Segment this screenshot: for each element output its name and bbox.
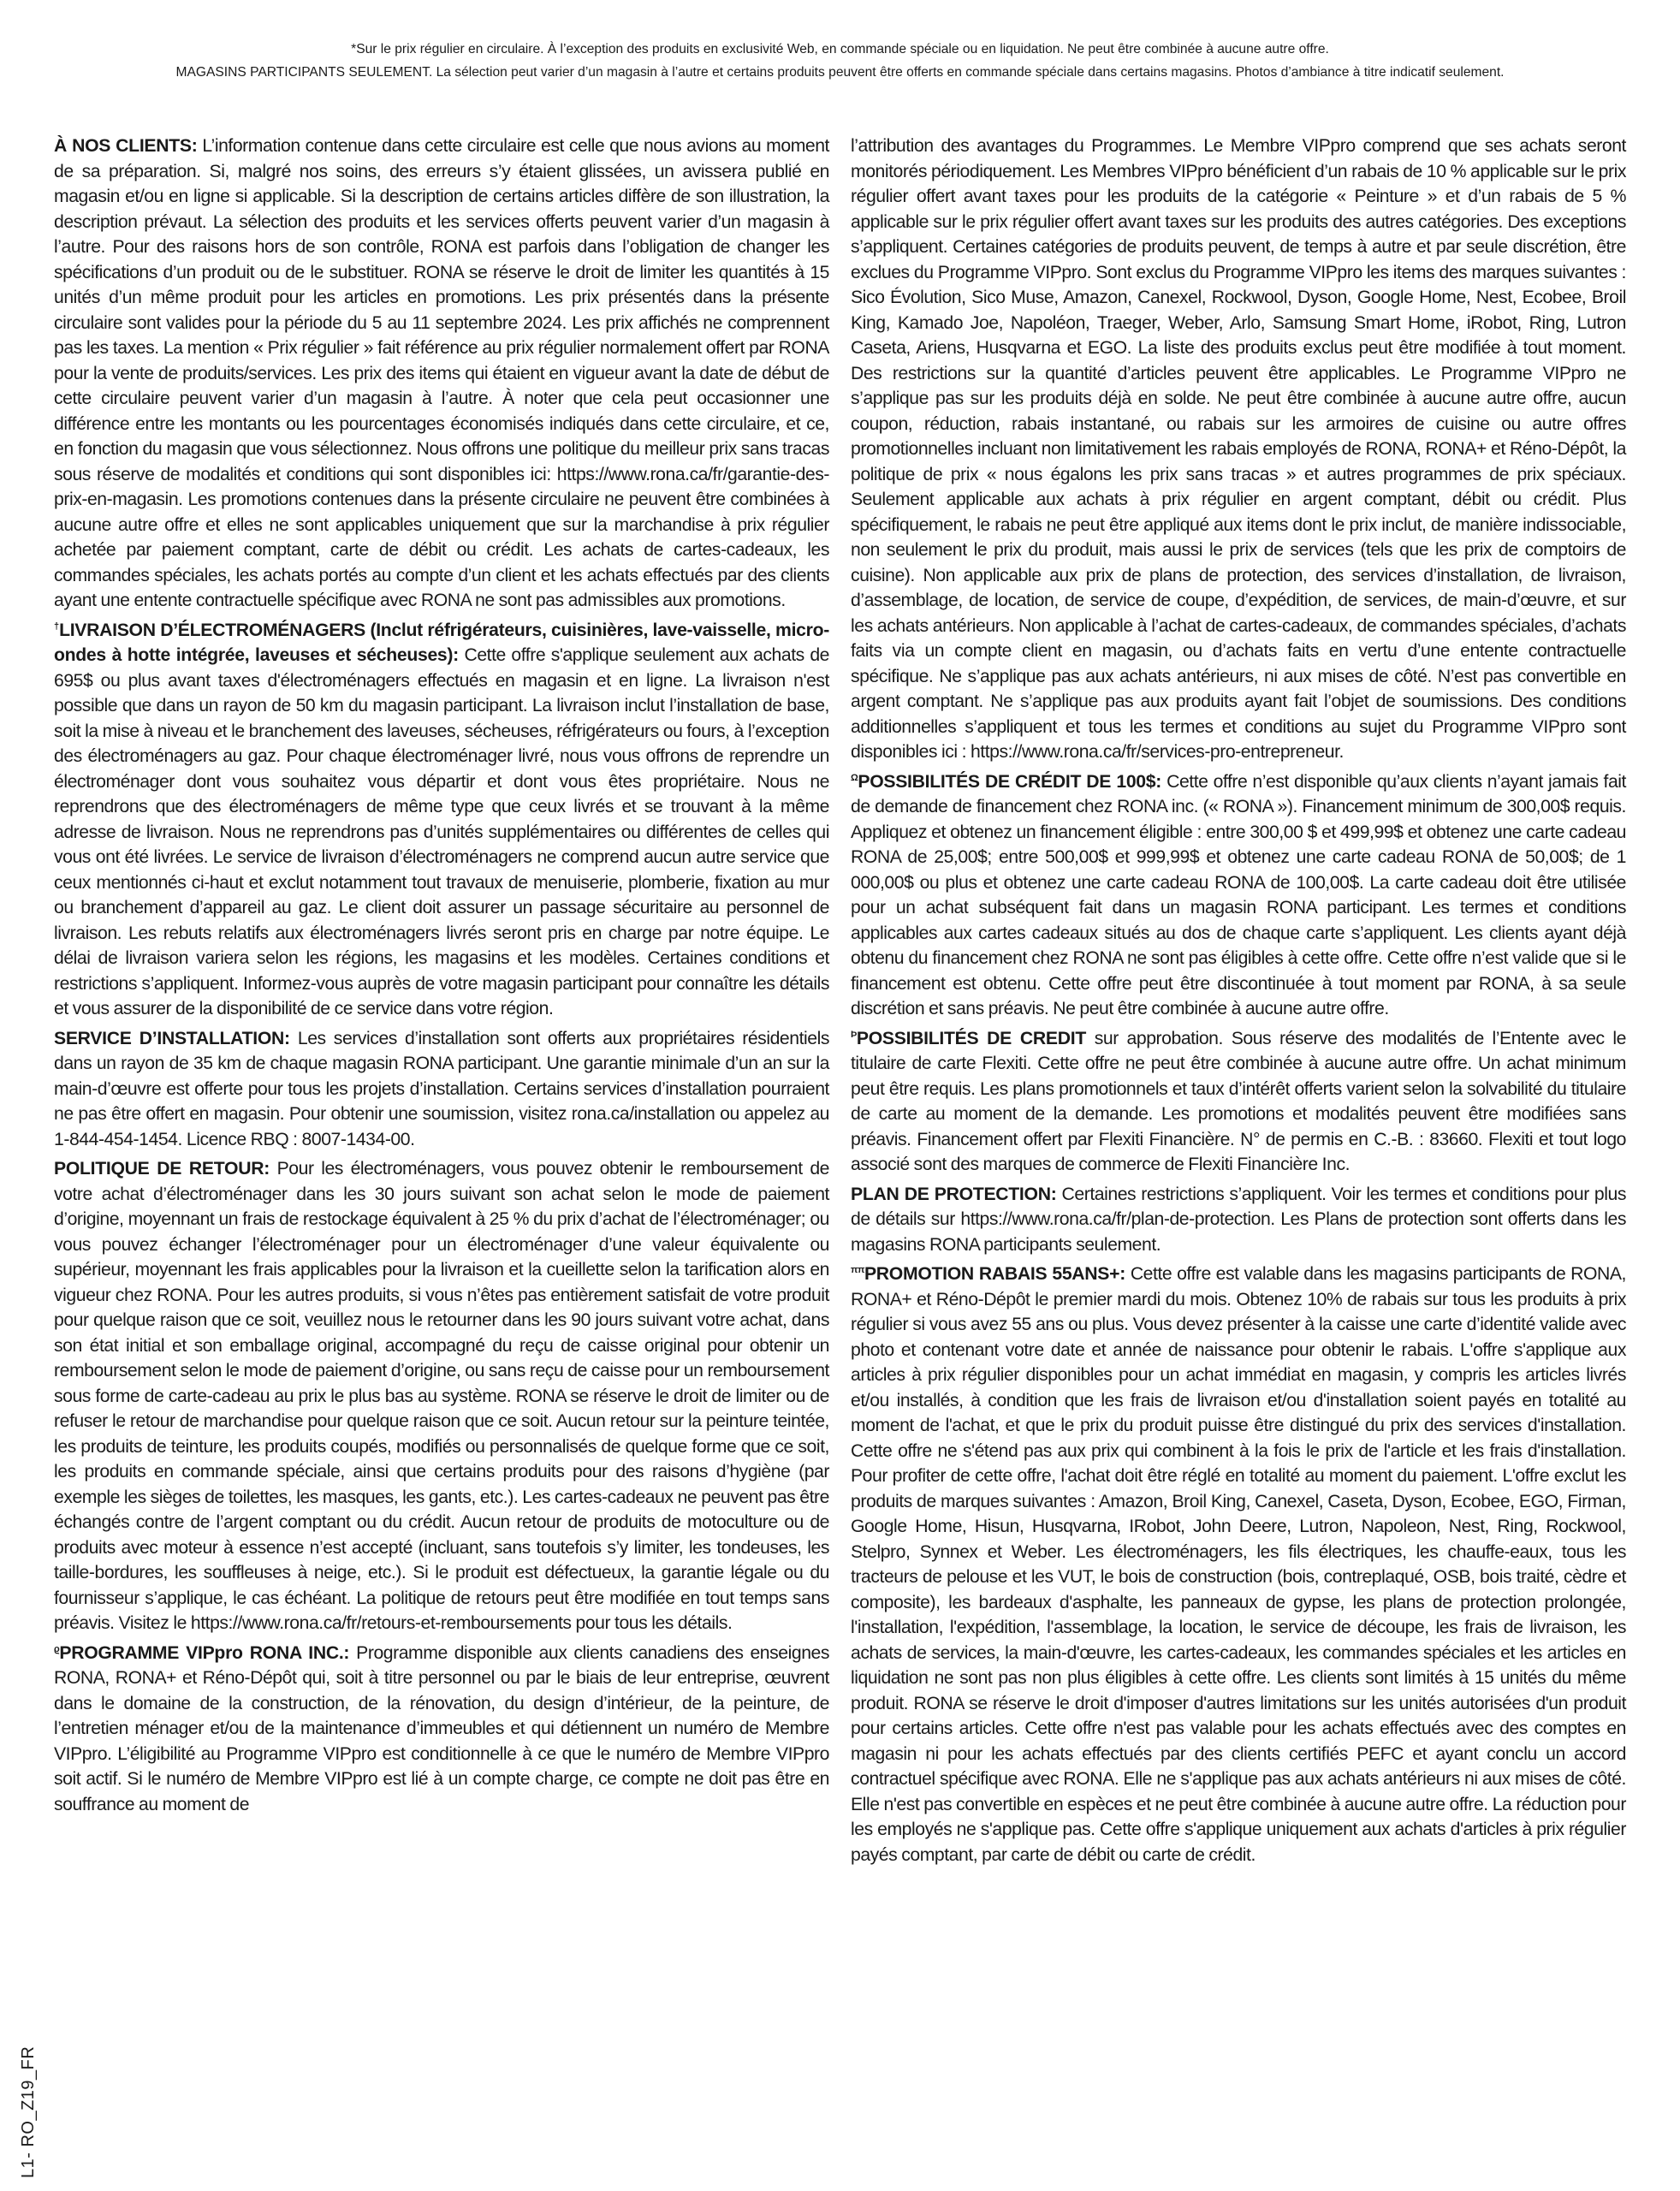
section-body: sur approbation. Sous réserve des modalités de l’Entente avec le titulaire de carte Flexiti. Cette offre ne peut être combinée à aucune autre offre. Un achat minimum peut être requis. Les plans promotionnels et taux d’intérêt offerts varient selon la solvabilité du titulaire de carte au moment de la demande. Les promotions et modalités peuvent être modifiées sans préavis. Financement offert par Flexiti Financière. N° de permis en C.-B. : 83660. Flexiti et tout logo associé sont des marques de commerce de Flexiti Financière Inc.: [851, 1028, 1626, 1174]
section-politique-retour: [54, 1156, 829, 1636]
section-promotion-55ans: [851, 1262, 1626, 1867]
header-line-2: MAGASINS PARTICIPANTS SEULEMENT. La sélection peut varier d’un magasin à l’autre et certains produits peuvent être offerts en commande spéciale dans certains magasins. Photos d’ambiance à titre indicatif seulement.: [175, 65, 1505, 80]
section-symbol: Ω: [851, 772, 858, 783]
section-a-nos-clients: [54, 134, 829, 614]
section-heading: POSSIBILITÉS DE CRÉDIT DE 100$:: [858, 771, 1162, 792]
section-body: Cette offre est valable dans les magasins participants de RONA, RONA+ et Réno-Dépôt le premier mardi du mois. Obtenez 10% de rabais sur tous les produits à prix régulier si vous avez 55 ans ou plus. Vous devez présenter à la caisse une carte d’identité valide avec photo et contenant votre date et année de naissance pour obtenir le rabais. L'offre s'applique aux articles à prix régulier disponibles pour un achat immédiat en magasin, y compris les articles livrés et/ou installés, à condition que les frais de livraison et/ou d'installation soient payés en totalité au moment de l'achat, et que le prix du produit puisse être distingué du prix des services d'installation. Cette offre ne s'étend pas aux prix qui combinent à la fois le prix de l'article et les frais d'installation. Pour profiter de cette offre, l'achat doit être réglé en totalité au moment du paiement. L'offre exclut les produits de marques suivantes : Amazon, Broil King, Canexel, Caseta, Dyson, Ecobee, EGO, Firman, Google Home, Hisun, Husqvarna, IRobot, John Deere, Lutron, Napoleon, Nest, Ring, Rockwool, Stelpro, Synnex et Weber. Les électroménagers, les fils électriques, les chauffe-eaux, tous les tracteurs de pelouse et les VUT, le bois de construction (bois, contreplaqué, OSB, bois traité, cèdre et composite), les bardeaux d'asphalte, les panneaux de gypse, les plans de protection prolongée, l'installation, l'expédition, l'assemblage, la location, le service de découpe, les frais de livraison, les achats de services, la main-d'œuvre, les cartes-cadeaux, les commandes spéciales et les articles en liquidation ne sont pas non plus éligibles à cette offre. Les clients sont limités à 15 unités du même produit. RONA se réserve le droit d'imposer d'autres limitations sur les unités autorisées d'un produit pour certains articles. Cette offre n'est pas valable pour les achats effectués avec des comptes en magasin ni pour les achats effectués par des clients certifiés PEFC et ayant conclu un accord contractuel spécifique avec RONA. Elle ne s'applique pas aux achats antérieurs ni aux mises de côté. Elle n'est pas convertible en espèces et ne peut être combinée à aucune autre offre. La réduction pour les employés ne s'applique pas. Cette offre s'applique uniquement aux achats d'articles à prix régulier payés comptant, par carte de débit ou carte de crédit.: [851, 1264, 1626, 1865]
section-symbol: †: [54, 620, 60, 632]
section-programme-vippro: [54, 1641, 829, 1818]
section-possibilites-credit-flexiti: [851, 1026, 1626, 1178]
section-heading: POLITIQUE DE RETOUR:: [54, 1159, 270, 1179]
section-heading: PLAN DE PROTECTION:: [851, 1184, 1057, 1204]
section-heading: PROGRAMME VIPpro RONA INC.:: [59, 1642, 350, 1663]
section-symbol: Þ: [851, 1029, 857, 1040]
section-body: Certaines restrictions s’appliquent. Voir les termes et conditions pour plus de détails sur https://www.rona.ca/fr/plan-de-protection. Les Plans de protection sont offerts dans les magasins RONA participants seulement.: [851, 1184, 1626, 1255]
header-line-1: *Sur le prix régulier en circulaire. À l’exception des produits en exclusivité Web, en commande spéciale ou en liquidation. Ne peut être combinée à aucune autre offre.: [351, 42, 1329, 56]
section-heading: PROMOTION RABAIS 55ANS+:: [864, 1264, 1125, 1284]
section-body: l’attribution des avantages du Programmes. Le Membre VIPpro comprend que ses achats seront monitorés périodiquement. Les Membres VIPpro bénéficient d’un rabais de 10 % applicable sur le prix régulier offert avant taxes pour les produits de la catégorie « Peinture » et d’un rabais de 5 % applicable sur le prix régulier offert avant taxes sur les produits des autres catégories. Des exceptions s’appliquent. Certaines catégories de produits peuvent, de temps à autre et par seule discrétion, être exclues du Programme VIPpro. Sont exclus du Programme VIPpro les items des marques suivantes : Sico Évolution, Sico Muse, Amazon, Canexel, Rockwool, Dyson, Google Home, Nest, Ecobee, Broil King, Kamado Joe, Napoléon, Traeger, Weber, Arlo, Samsung Smart Home, iRobot, Ring, Lutron Caseta, Ariens, Husqvarna et EGO. La liste des produits exclus peut être modifiée à tout moment. Des restrictions sur la quantité d’articles peuvent être applicables. Le Programme VIPpro ne s’applique pas sur les produits déjà en solde. Ne peut être combinée à aucune autre offre, aucun coupon, réduction, rabais instantané, ou rabais sur les armoires de cuisine ou autre offres promotionnelles incluant non limitativement les rabais employés de RONA, RONA+ et Réno-Dépôt, la politique de prix « nous égalons les prix sans tracas » et autres programmes de prix spéciaux. Seulement applicable aux achats à prix régulier en argent comptant, débit ou crédit. Plus spécifiquement, le rabais ne peut être appliqué aux items dont le prix inclut, de manière indissociable, non seulement le prix du produit, mais aussi le prix de services (tels que les prix de comptoirs de cuisine). Non applicable aux prix de plans de protection, des services d’installation, de livraison, d’assemblage, de location, de service de coupe, d’expédition, de services, de main-d’œuvre, et sur les achats antérieurs. Non applicable à l’achat de cartes-cadeaux, de commandes spéciales, d’achats faits via un compte client en magasin, ou d’achats faits en vertu d’une entente contractuelle spécifique. Ne s’applique pas aux achats antérieurs, ni aux mises de côté. N’est pas convertible en argent comptant. Ne s’applique pas aux produits ayant fait l’objet de soumissions. Des conditions additionnelles s’appliquent et tous les termes et conditions au sujet du Programme VIPpro sont disponibles ici : https://www.rona.ca/fr/services-pro-entrepreneur.: [851, 136, 1626, 762]
section-heading: SERVICE D’INSTALLATION:: [54, 1028, 290, 1048]
section-body: Cette offre n’est disponible qu’aux clients n’ayant jamais fait de demande de financement chez RONA inc. (« RONA »). Financement minimum de 300,00$ requis. Appliquez et obtenez un financement éligible : entre 300,00 $ et 499,99$ et obtenez une carte cadeau RONA de 25,00$; entre 500,00$ et 999,99$ et obtenez une carte cadeau RONA de 50,00$; de 1 000,00$ ou plus et obtenez une carte cadeau RONA de 100,00$. La carte cadeau doit être utilisée pour un achat subséquent fait dans un magasin RONA participant. Les termes et conditions applicables aux cartes cadeaux situés au dos de chaque carte s’appliquent. Les clients ayant déjà obtenu du financement chez RONA ne sont pas éligibles à cette offre. Cette offre n’est valide que si le financement est obtenu. Cette offre peut être discontinuée à tout moment par RONA, à sa seule discrétion et sans préavis. Ne peut être combinée à aucune autre offre.: [851, 771, 1626, 1018]
section-livraison-electromenagers: [54, 618, 829, 1022]
document-code: L1- RO_Z19_FR: [19, 2046, 38, 2178]
section-vippro-continued: [851, 134, 1626, 765]
section-body: L’information contenue dans cette circulaire est celle que nous avions au moment de sa préparation. Si, malgré nos soins, des erreurs s’y étaient glissées, un avissera publié en magasin et/ou en ligne si applicable. Si la description de certains articles diffère de son illustration, la description prévaut. La sélection des produits et les services offerts peuvent varier d’un magasin à l’autre. Pour des raisons hors de son contrôle, RONA est parfois dans l’obligation de changer les spécifications d’un produit ou de le substituer. RONA se réserve le droit de limiter les quantités à 15 unités d’un même produit pour les articles en promotions. Les prix présentés dans la présente circulaire sont valides pour la période du 5 au 11 septembre 2024. Les prix affichés ne comprennent pas les taxes. La mention « Prix régulier » fait référence au prix régulier normalement offert par RONA pour la vente de produits/services. Les prix des items qui étaient en vigueur avant la date de début de cette circulaire peuvent varier d’un magasin à l’autre. À noter que cela peut occasionner une différence entre les montants ou les pourcentages économisés indiqués dans cette circulaire, et ce, en fonction du magasin que vous sélectionnez. Nous offrons une politique du meilleur prix sans tracas sous réserve de modalités et conditions qui sont disponibles ici: https://www.rona.ca/fr/garantie-des-prix-en-magasin. Les promotions contenues dans la présente circulaire ne peuvent être combinées à aucune autre offre et elles ne sont applicables uniquement que sur la marchandise à prix régulier achetée par paiement comptant, carte de débit ou crédit. Les achats de cartes-cadeaux, les commandes spéciales, les achats portés au compte d’un client et les achats effectués par des clients ayant une entente contractuelle spécifique avec RONA ne sont pas admissibles aux promotions.: [54, 136, 829, 610]
section-body: Programme disponible aux clients canadiens des enseignes RONA, RONA+ et Réno-Dépôt qui, soit à titre personnel ou par le biais de leur entreprise, œuvrent dans le domaine de la construction, de la rénovation, du design d’intérieur, de la peinture, de l’entretien ménager et/ou de la maintenance d’immeubles et qui détiennent un numéro de Membre VIPpro. L’éligibilité au Programme VIPpro est conditionnelle à ce que le numéro de Membre VIPpro soit actif. Si le numéro de Membre VIPpro est lié à un compte charge, ce compte ne doit pas être en souffrance au moment de: [54, 1642, 830, 1814]
header-disclaimer: [0, 38, 1680, 84]
right-column: [851, 134, 1626, 1872]
section-body: Les services d’installation sont offerts aux propriétaires résidentiels dans un rayon de 35 km de chaque magasin RONA participant. Une garantie minimale d’un an sur la main-d’œuvre est offerte pour tous les projets d’installation. Certains services d’installation pourraient ne pas être offert en magasin. Pour obtenir une soumission, visitez rona.ca/installation ou appelez au 1-844-454-1454. Licence RBQ : 8007-1434-00.: [54, 1028, 830, 1149]
section-possibilites-credit-100: [851, 769, 1626, 1022]
section-body: Cette offre s'applique seulement aux achats de 695$ ou plus avant taxes d'électroménagers effectués en magasin et en ligne. La livraison n'est possible que dans un rayon de 50 km du magasin participant. La livraison inclut l’installation de base, soit la mise à niveau et le branchement des laveuses, sécheuses, réfrigérateurs ou fours, à l’exception des électroménagers au gaz. Pour chaque électroménager livré, nous vous offrons de reprendre un électroménager dont vous souhaitez vous départir et dont vous êtes propriétaire. Nous ne reprendrons que des électroménagers de même type que ceux livrés et se trouvant à la même adresse de livraison. Nous ne reprendrons pas d’unités supplémentaires ou différentes de celles qui vous ont été livrées. Le service de livraison d’électroménagers ne comprend aucun autre service que ceux mentionnés ci-haut et exclut notamment tout travaux de menuiserie, plomberie, fixation au mur ou branchement d’appareil au gaz. Le client doit assurer un passage sécuritaire au personnel de livraison. Les rebuts relatifs aux électroménagers livrés seront pris en charge par notre équipe. Le délai de livraison variera selon les régions, les magasins et les modèles. Certaines conditions et restrictions s’appliquent. Informez-vous auprès de votre magasin participant pour connaître les détails et vous assurer de la disponibilité de ce service dans votre région.: [54, 645, 829, 1018]
section-plan-protection: [851, 1182, 1626, 1258]
section-symbol: ππ: [851, 1265, 864, 1275]
section-service-installation: [54, 1026, 829, 1153]
section-symbol: ϱ: [54, 1643, 60, 1654]
section-body: Pour les électroménagers, vous pouvez obtenir le remboursement de votre achat d’électroménager dans les 30 jours suivant son achat selon le mode de paiement d’origine, moyennant un frais de restockage équivalent à 25 % du prix d’achat de l’électroménager; ou vous pouvez échanger l’électroménager pour un électroménager d’une valeur équivalente ou supérieur, moyennant les frais applicables pour la livraison et la cueillette selon la tarification alors en vigueur chez RONA. Pour les autres produits, si vous n’êtes pas entièrement satisfait de votre produit pour quelque raison que ce soit, veuillez nous le retourner dans les 90 jours suivant votre achat, dans son état initial et son emballage original, accompagné du reçu de caisse original pour obtenir un remboursement selon le mode de paiement d’origine, ou sans reçu de caisse pour un remboursement sous forme de carte-cadeau au prix le plus bas au système. RONA se réserve le droit de limiter ou de refuser le retour de marchandise pour quelque raison que ce soit. Aucun retour sur la peinture teintée, les produits de teinture, les produits coupés, modifiés ou personnalisés de quelque forme que ce soit, les produits en commande spéciale, ainsi que certains produits pour des raisons d’hygiène (par exemple les sièges de toilettes, les masques, les gants, etc.). Les cartes-cadeaux ne peuvent pas être échangés contre de l’argent comptant ou du crédit. Aucun retour de produits de motoculture ou de produits avec moteur à essence n’est accepté (incluant, sans toutefois s’y limiter, les tondeuses, les taille-bordures, les souffleuses à neige, etc.). Si le produit est défectueux, la garantie légale ou du fournisseur s’applique, le cas échéant. La politique de retours peut être modifiée en tout temps sans préavis. Visitez le https://www.rona.ca/fr/retours-et-remboursements pour tous les détails.: [54, 1159, 829, 1633]
section-heading: LIVRAISON D’ÉLECTROMÉNAGERS (Inclut réfrigérateurs, cuisinières, lave-vaisselle, micro-ondes à hotte intégrée, laveuses et sécheuses):: [54, 620, 829, 665]
section-heading: À NOS CLIENTS:: [54, 136, 198, 156]
left-column: [54, 134, 829, 1821]
section-heading: POSSIBILITÉS DE CREDIT: [856, 1028, 1086, 1048]
